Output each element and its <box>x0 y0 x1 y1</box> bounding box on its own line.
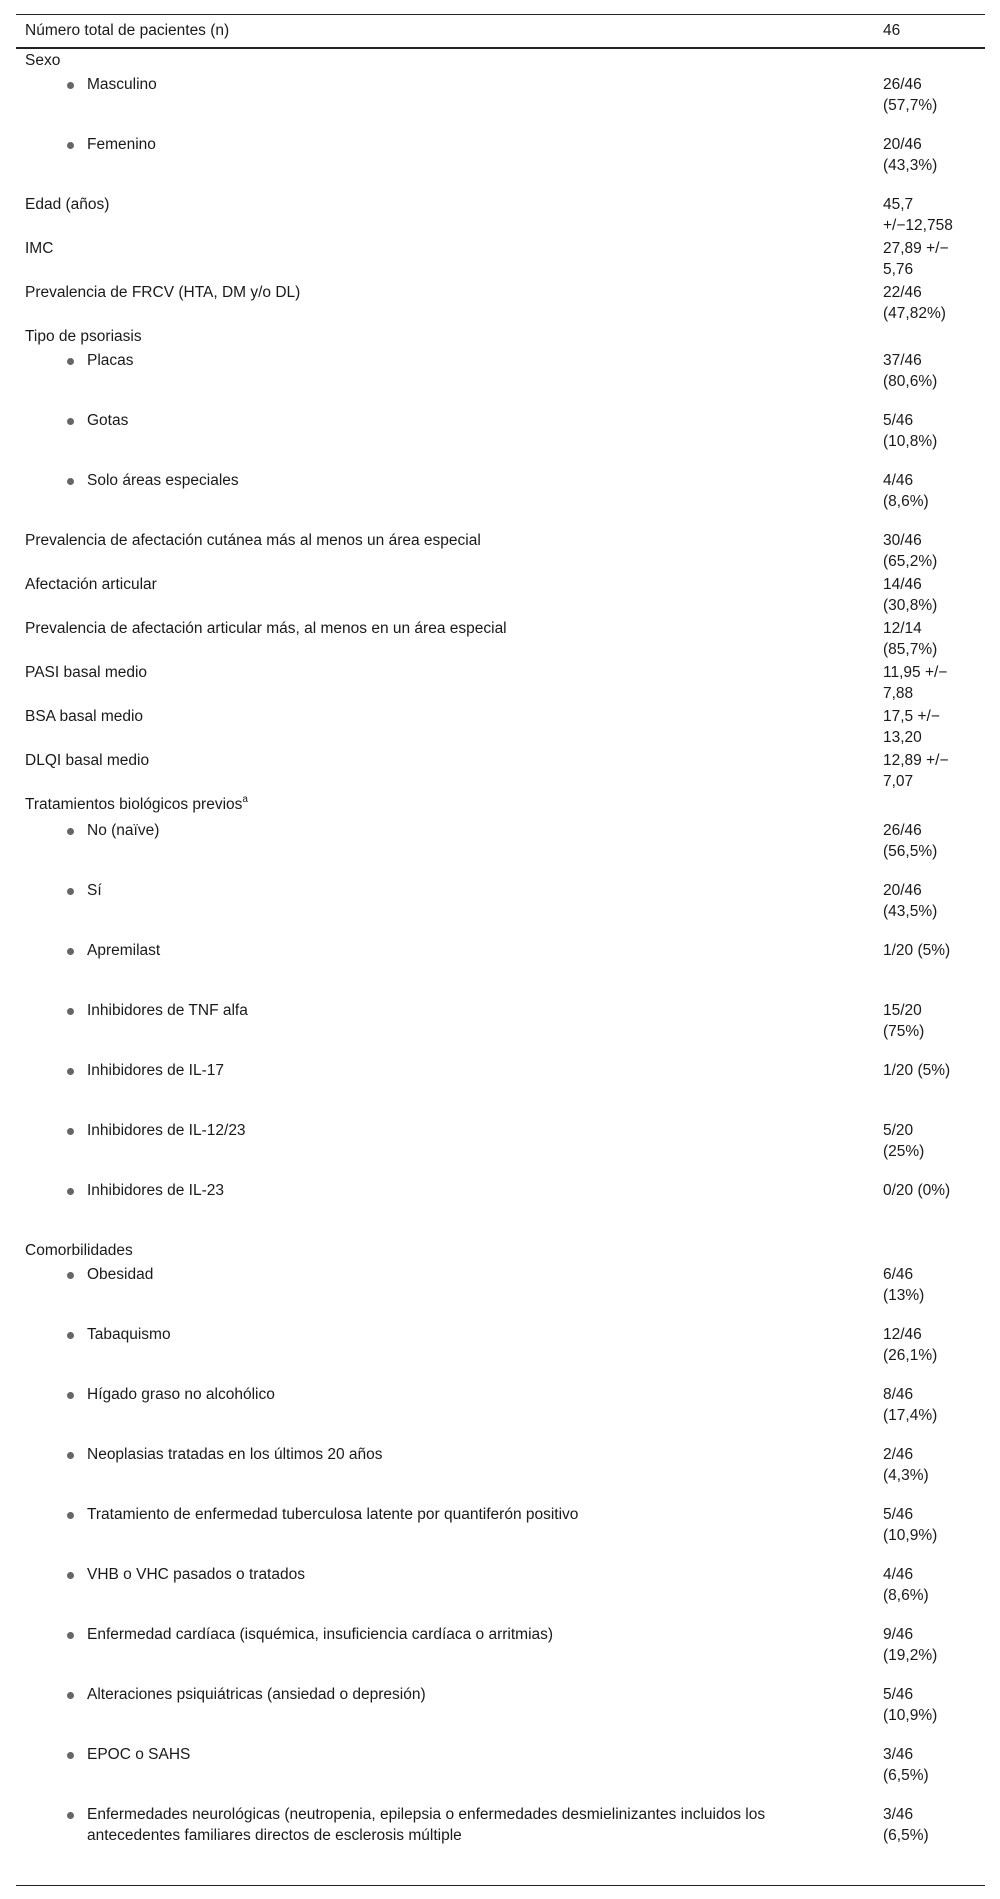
row-value: 2/46 (4,3%) <box>883 1446 929 1484</box>
row-label: PASI basal medio <box>25 664 148 681</box>
table-row <box>0 940 1000 1000</box>
table-row <box>0 1384 1000 1444</box>
row-label: Hígado graso no alcohólico <box>87 1386 275 1403</box>
row-value: 0/20 (0%) <box>883 1182 951 1199</box>
table-row <box>0 326 1000 350</box>
row-label: Alteraciones psiquiátricas (ansiedad o depresión) <box>87 1686 426 1703</box>
bullet-icon <box>67 1188 74 1195</box>
row-value: 17,5 +/− 13,20 <box>883 708 940 746</box>
row-value: 4/46 (8,6%) <box>883 1566 929 1604</box>
bullet-icon <box>67 1812 74 1819</box>
row-label: Enfermedad cardíaca (isquémica, insuficiencia cardíaca o arritmias) <box>87 1626 554 1643</box>
row-value: 11,95 +/− 7,88 <box>883 664 948 702</box>
row-value: 20/46 (43,5%) <box>883 882 938 920</box>
table-row <box>0 662 1000 706</box>
table-row <box>0 530 1000 574</box>
row-value: 15/20 (75%) <box>883 1002 925 1040</box>
table-row <box>0 50 1000 74</box>
table-row <box>0 706 1000 750</box>
row-value: 5/46 (10,8%) <box>883 412 938 450</box>
footnote-marker: a <box>242 793 248 805</box>
bullet-icon <box>67 828 74 835</box>
row-value: 20/46 (43,3%) <box>883 136 938 174</box>
table-row <box>0 1744 1000 1804</box>
row-label: Sí <box>87 882 102 899</box>
row-value: 30/46 (65,2%) <box>883 532 938 570</box>
row-label: DLQI basal medio <box>25 752 150 769</box>
row-label: Prevalencia de afectación articular más, al menos en un área especial <box>25 620 507 637</box>
row-label: Sexo <box>25 52 61 69</box>
header-rule <box>16 47 985 49</box>
row-value: 1/20 (5%) <box>883 942 951 959</box>
table-row <box>0 470 1000 530</box>
row-label: IMC <box>25 240 54 257</box>
bottom-rule <box>16 1885 985 1886</box>
table-row <box>0 1000 1000 1060</box>
row-label: BSA basal medio <box>25 708 144 725</box>
header-label: Número total de pacientes (n) <box>25 22 230 39</box>
row-label: Inhibidores de IL-12/23 <box>87 1122 246 1139</box>
table-row <box>0 1264 1000 1324</box>
table-row <box>0 1324 1000 1384</box>
row-value: 12,89 +/− 7,07 <box>883 752 949 790</box>
row-value: 5/20 (25%) <box>883 1122 925 1160</box>
table-body <box>0 50 1000 1864</box>
table-row <box>0 350 1000 410</box>
bullet-icon <box>67 1068 74 1075</box>
table-row <box>0 1060 1000 1120</box>
row-value: 3/46 (6,5%) <box>883 1806 929 1844</box>
table-row <box>0 1444 1000 1504</box>
row-value: 22/46 (47,82%) <box>883 284 946 322</box>
row-label: Comorbilidades <box>25 1242 133 1259</box>
row-label: No (naïve) <box>87 822 160 839</box>
row-label: Tratamiento de enfermedad tuberculosa latente por quantiferón positivo <box>87 1506 579 1523</box>
row-label <box>25 794 855 815</box>
row-label: Inhibidores de TNF alfa <box>87 1002 248 1019</box>
bullet-icon <box>67 1692 74 1699</box>
row-label: Inhibidores de IL-17 <box>87 1062 225 1079</box>
header-value: 46 <box>883 22 901 39</box>
row-value: 5/46 (10,9%) <box>883 1686 938 1724</box>
row-value: 6/46 (13%) <box>883 1266 925 1304</box>
row-label: Prevalencia de FRCV (HTA, DM y/o DL) <box>25 284 301 301</box>
row-value: 27,89 +/− 5,76 <box>883 240 949 278</box>
row-value: 3/46 (6,5%) <box>883 1746 929 1784</box>
bullet-icon <box>67 418 74 425</box>
row-label: Prevalencia de afectación cutánea más al menos un área especial <box>25 532 481 549</box>
table-row <box>0 1804 1000 1864</box>
bullet-icon <box>67 142 74 149</box>
row-label: Solo áreas especiales <box>87 472 239 489</box>
table-row <box>0 618 1000 662</box>
table-row <box>0 194 1000 238</box>
bullet-icon <box>67 1752 74 1759</box>
table-row <box>0 410 1000 470</box>
table-row <box>0 134 1000 194</box>
row-label: Obesidad <box>87 1266 154 1283</box>
row-value: 12/46 (26,1%) <box>883 1326 938 1364</box>
row-value: 14/46 (30,8%) <box>883 576 938 614</box>
bullet-icon <box>67 1008 74 1015</box>
table-row <box>0 794 1000 820</box>
bullet-icon <box>67 358 74 365</box>
table-row <box>0 1624 1000 1684</box>
table-row <box>0 1180 1000 1240</box>
row-value: 37/46 (80,6%) <box>883 352 938 390</box>
table-row <box>0 574 1000 618</box>
table-row <box>0 1684 1000 1744</box>
row-label: Masculino <box>87 76 157 93</box>
table-row <box>0 74 1000 134</box>
row-label: Gotas <box>87 412 129 429</box>
row-label: Neoplasias tratadas en los últimos 20 años <box>87 1446 383 1463</box>
bullet-icon <box>67 1452 74 1459</box>
row-value: 1/20 (5%) <box>883 1062 951 1079</box>
row-value: 4/46 (8,6%) <box>883 472 929 510</box>
table-row <box>0 1240 1000 1264</box>
table-row <box>0 282 1000 326</box>
table-row <box>0 1564 1000 1624</box>
bullet-icon <box>67 1572 74 1579</box>
bullet-icon <box>67 1272 74 1279</box>
row-value: 5/46 (10,9%) <box>883 1506 938 1544</box>
row-label: Placas <box>87 352 134 369</box>
bullet-icon <box>67 1128 74 1135</box>
row-label: Edad (años) <box>25 196 110 213</box>
row-label-text: Tratamientos biológicos previos <box>25 796 243 813</box>
table-row <box>0 820 1000 880</box>
row-label: Tipo de psoriasis <box>25 328 142 345</box>
table-row <box>0 880 1000 940</box>
row-value: 26/46 (57,7%) <box>883 76 938 114</box>
bullet-icon <box>67 1392 74 1399</box>
row-label: Tabaquismo <box>87 1326 171 1343</box>
row-label: Inhibidores de IL-23 <box>87 1182 225 1199</box>
top-rule <box>16 14 985 15</box>
table-row <box>0 1120 1000 1180</box>
row-label: Apremilast <box>87 942 161 959</box>
bullet-icon <box>67 1632 74 1639</box>
bullet-icon <box>67 82 74 89</box>
bullet-icon <box>67 948 74 955</box>
row-label: EPOC o SAHS <box>87 1746 191 1763</box>
table-row <box>0 238 1000 282</box>
row-value: 26/46 (56,5%) <box>883 822 938 860</box>
row-label: VHB o VHC pasados o tratados <box>87 1566 305 1583</box>
table-row <box>0 1504 1000 1564</box>
row-label: Femenino <box>87 136 156 153</box>
row-value: 8/46 (17,4%) <box>883 1386 938 1424</box>
row-label: Enfermedades neurológicas (neutropenia, epilepsia o enfermedades desmielinizantes incluidos los antecedentes familiares directos de esclerosis múltiple <box>87 1806 766 1844</box>
row-value: 9/46 (19,2%) <box>883 1626 938 1664</box>
bullet-icon <box>67 888 74 895</box>
bullet-icon <box>67 1512 74 1519</box>
table-row <box>0 750 1000 794</box>
bullet-icon <box>67 1332 74 1339</box>
bullet-icon <box>67 478 74 485</box>
row-value: 45,7 +/−12,758 <box>883 196 953 234</box>
row-label: Afectación articular <box>25 576 157 593</box>
row-value: 12/14 (85,7%) <box>883 620 938 658</box>
